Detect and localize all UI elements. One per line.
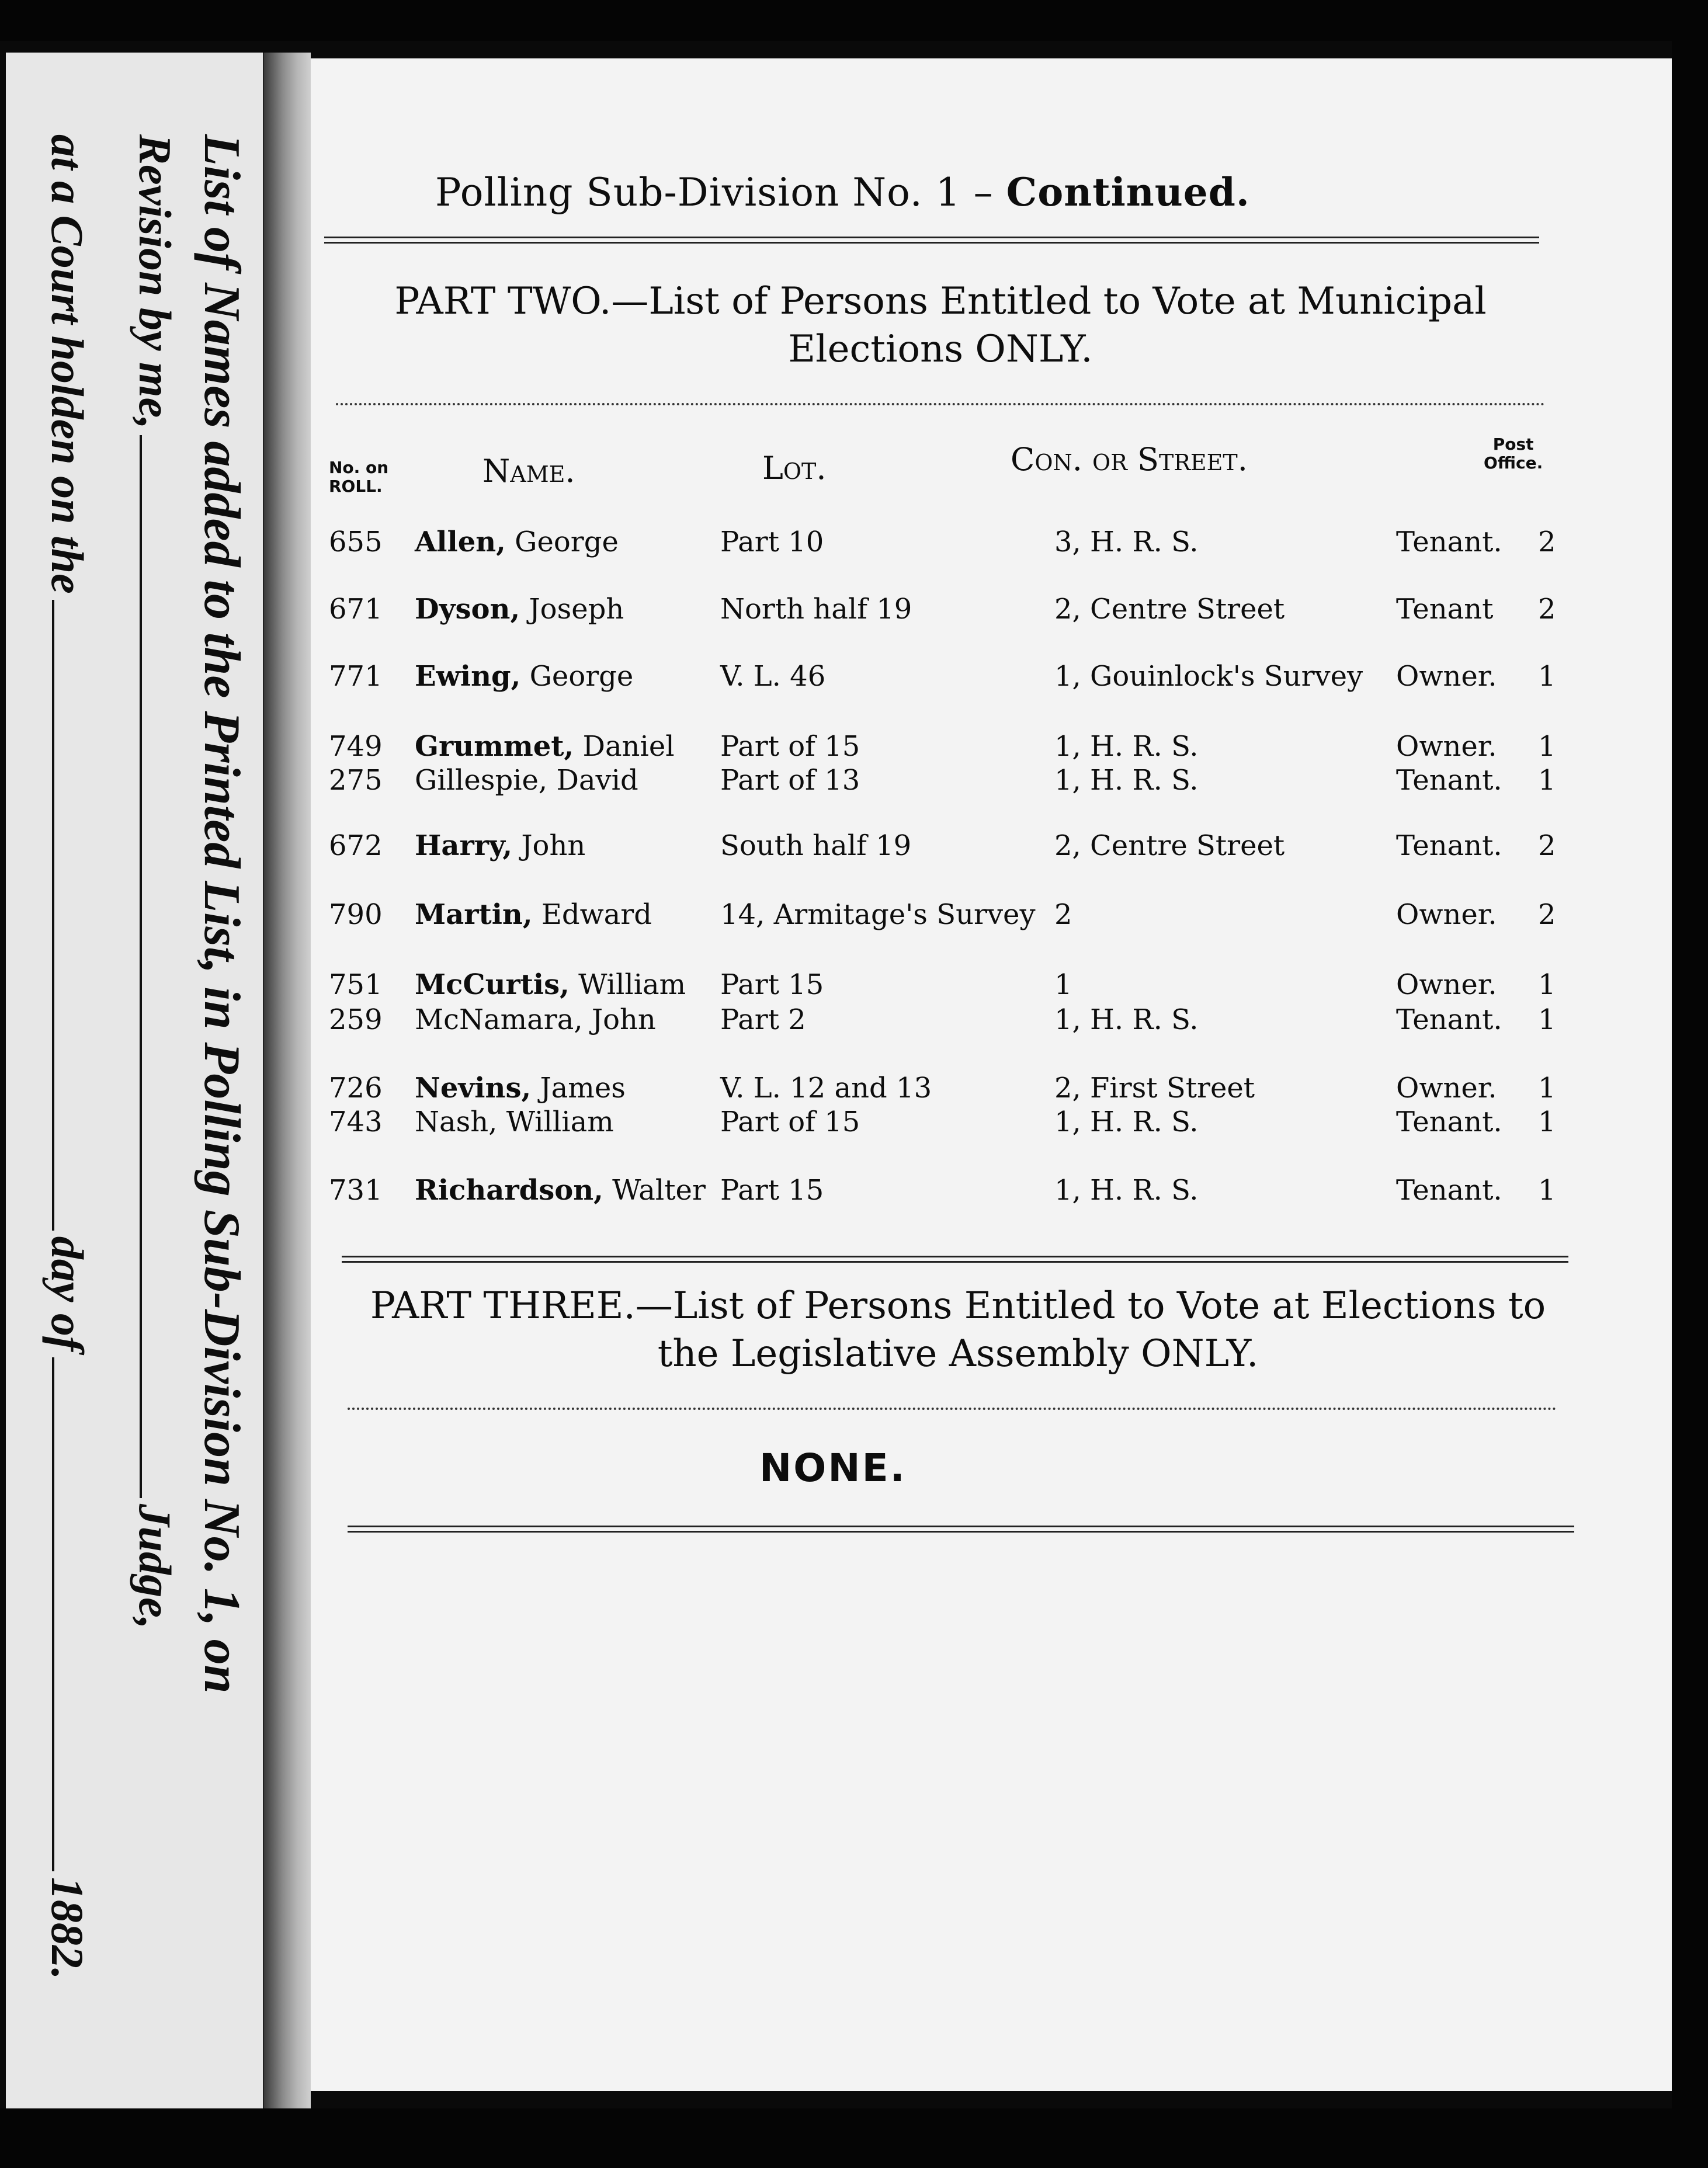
- voter-name: [415, 1072, 626, 1104]
- roll-number: 672: [329, 829, 383, 862]
- con-street: 1, H. R. S.: [1054, 730, 1199, 763]
- title-main: Polling Sub-Division No. 1 –: [435, 170, 994, 215]
- lot: North half 19: [720, 593, 912, 626]
- none-label: NONE.: [759, 1446, 907, 1490]
- surname: Harry,: [415, 829, 513, 862]
- voter-name: [415, 526, 619, 558]
- voter-name: [415, 730, 675, 763]
- surname: Ewing,: [415, 660, 521, 693]
- voter-row: [0, 764, 1708, 799]
- voter-row: [0, 829, 1708, 864]
- part-three-heading: PART THREE.—List of Persons Entitled to Vote at Elections to the Legislative Assembly ONLY.: [370, 1284, 1546, 1375]
- lot: Part of 13: [720, 764, 860, 797]
- title-continued: Continued.: [1006, 169, 1250, 215]
- voter-row: [0, 660, 1708, 695]
- status: Tenant.: [1396, 1174, 1502, 1207]
- roll-number: 751: [329, 968, 383, 1001]
- given-name: George: [529, 660, 634, 693]
- post-office: 1: [1538, 1003, 1556, 1036]
- given-name: David: [556, 764, 638, 797]
- post-office: 1: [1538, 730, 1556, 763]
- surname: Dyson,: [415, 593, 520, 626]
- voter-row: [0, 968, 1708, 1003]
- status: Tenant: [1396, 593, 1494, 626]
- month-blank: [52, 1357, 60, 1871]
- surname: Martin,: [415, 898, 533, 931]
- post-office: 1: [1538, 968, 1556, 1001]
- given-name: John: [521, 829, 586, 862]
- surname: Nevins,: [415, 1072, 532, 1104]
- voter-name: [415, 1003, 656, 1036]
- surname: Gillespie,: [415, 764, 548, 797]
- lot: 14, Armitage's Survey: [720, 898, 1036, 931]
- lot: Part 2: [720, 1003, 806, 1036]
- voter-name: [415, 764, 638, 797]
- con-street: 3, H. R. S.: [1054, 526, 1199, 558]
- roll-number: 743: [329, 1106, 383, 1138]
- voter-row: [0, 1003, 1708, 1038]
- given-name: George: [515, 526, 619, 558]
- roll-number: 771: [329, 660, 383, 693]
- lot: V. L. 46: [720, 660, 826, 693]
- lot: V. L. 12 and 13: [720, 1072, 932, 1104]
- con-street: 1: [1054, 968, 1072, 1001]
- voter-name: [415, 898, 652, 931]
- column-header-lot: Lot.: [762, 450, 827, 487]
- voter-row: [0, 1072, 1708, 1107]
- part-two-heading: PART TWO.—List of Persons Entitled to Vote at Municipal Elections ONLY.: [394, 280, 1487, 371]
- status: Owner.: [1396, 898, 1497, 931]
- con-street: 2, First Street: [1054, 1072, 1255, 1104]
- post-office: 2: [1538, 526, 1556, 558]
- post-office: 2: [1538, 898, 1556, 931]
- margin-text-judge: Judge,: [130, 1503, 180, 1630]
- margin-text-year: 1882.: [42, 1877, 93, 1980]
- voter-row: [0, 1174, 1708, 1209]
- surname: McCurtis,: [415, 968, 570, 1001]
- surname: Richardson,: [415, 1174, 603, 1207]
- voter-name: [415, 660, 633, 693]
- given-name: Edward: [541, 898, 652, 931]
- roll-number: 259: [329, 1003, 383, 1036]
- margin-text-day-of: day of: [42, 1236, 93, 1351]
- margin-text-revision: Revision by me,: [130, 134, 180, 429]
- voter-row: [0, 526, 1708, 561]
- voter-row: [0, 730, 1708, 765]
- con-street: 1, H. R. S.: [1054, 1174, 1199, 1207]
- con-street: 2, Centre Street: [1054, 593, 1285, 626]
- scan-border-right: [1672, 0, 1708, 2168]
- lot: Part of 15: [720, 730, 860, 763]
- given-name: William: [506, 1106, 614, 1138]
- status: Owner.: [1396, 660, 1497, 693]
- lot: Part 15: [720, 1174, 824, 1207]
- surname: McNamara,: [415, 1003, 583, 1036]
- voter-row: [0, 898, 1708, 933]
- status: Tenant.: [1396, 1106, 1502, 1138]
- column-header-con-street: Con. or Street.: [1011, 441, 1248, 478]
- lot: South half 19: [720, 829, 912, 862]
- rule-end-part-three: [348, 1526, 1574, 1533]
- lot: Part 15: [720, 968, 824, 1001]
- voter-name: [415, 1106, 614, 1138]
- status: Tenant.: [1396, 1003, 1502, 1036]
- status: Tenant.: [1396, 526, 1502, 558]
- roll-number: 275: [329, 764, 383, 797]
- given-name: James: [540, 1072, 626, 1104]
- con-street: 1, H. R. S.: [1054, 764, 1199, 797]
- voter-name: [415, 1174, 706, 1207]
- voter-name: [415, 968, 686, 1001]
- voter-name: [415, 829, 585, 862]
- column-header-roll-number: [329, 458, 388, 496]
- roll-number: 790: [329, 898, 383, 931]
- con-street: 2: [1054, 898, 1072, 931]
- post-office: 1: [1538, 1174, 1556, 1207]
- given-name: Daniel: [582, 730, 675, 763]
- given-name: Walter: [612, 1174, 706, 1207]
- status: Tenant.: [1396, 764, 1502, 797]
- page-title: [435, 169, 1250, 215]
- header-no-line2: ROLL.: [329, 477, 383, 496]
- scan-border-bottom: [0, 2108, 1708, 2168]
- lot: Part of 15: [720, 1106, 860, 1138]
- status: Owner.: [1396, 1072, 1497, 1104]
- status: Tenant.: [1396, 829, 1502, 862]
- con-street: 1, Gouinlock's Survey: [1054, 660, 1363, 693]
- voter-name: [415, 593, 624, 626]
- header-post-line2: Office.: [1484, 453, 1543, 472]
- post-office: 2: [1538, 829, 1556, 862]
- scan-border-top: [0, 0, 1708, 41]
- voter-row: [0, 1106, 1708, 1141]
- status: Owner.: [1396, 968, 1497, 1001]
- post-office: 1: [1538, 1106, 1556, 1138]
- rule-under-title: [324, 237, 1539, 244]
- given-name: John: [591, 1003, 656, 1036]
- con-street: 1, H. R. S.: [1054, 1003, 1199, 1036]
- rule-end-part-two: [342, 1256, 1568, 1263]
- given-name: William: [578, 968, 686, 1001]
- margin-text-list-of-names: List of Names added to the Printed List, in Polling Sub-Division No. 1, on: [193, 134, 250, 1694]
- con-street: 1, H. R. S.: [1054, 1106, 1199, 1138]
- roll-number: 726: [329, 1072, 383, 1104]
- post-office: 1: [1538, 1072, 1556, 1104]
- post-office: 1: [1538, 660, 1556, 693]
- surname: Nash,: [415, 1106, 498, 1138]
- lot: Part 10: [720, 526, 824, 558]
- header-no-line1: No. on: [329, 458, 389, 477]
- given-name: Joseph: [529, 593, 624, 626]
- column-header-post-office: [1484, 435, 1543, 472]
- margin-text-court-holden: at a Court holden on the: [42, 134, 93, 594]
- roll-number: 731: [329, 1174, 383, 1207]
- surname: Grummet,: [415, 730, 574, 763]
- con-street: 2, Centre Street: [1054, 829, 1285, 862]
- surname: Allen,: [415, 526, 506, 558]
- roll-number: 655: [329, 526, 383, 558]
- roll-number: 671: [329, 593, 383, 626]
- voter-row: [0, 593, 1708, 628]
- status: Owner.: [1396, 730, 1497, 763]
- post-office: 2: [1538, 593, 1556, 626]
- header-post-line1: Post: [1492, 435, 1534, 454]
- roll-number: 749: [329, 730, 383, 763]
- rule-under-part-three: [348, 1408, 1557, 1410]
- column-header-name: Name.: [482, 453, 575, 489]
- post-office: 1: [1538, 764, 1556, 797]
- rule-under-part-two: [336, 403, 1545, 405]
